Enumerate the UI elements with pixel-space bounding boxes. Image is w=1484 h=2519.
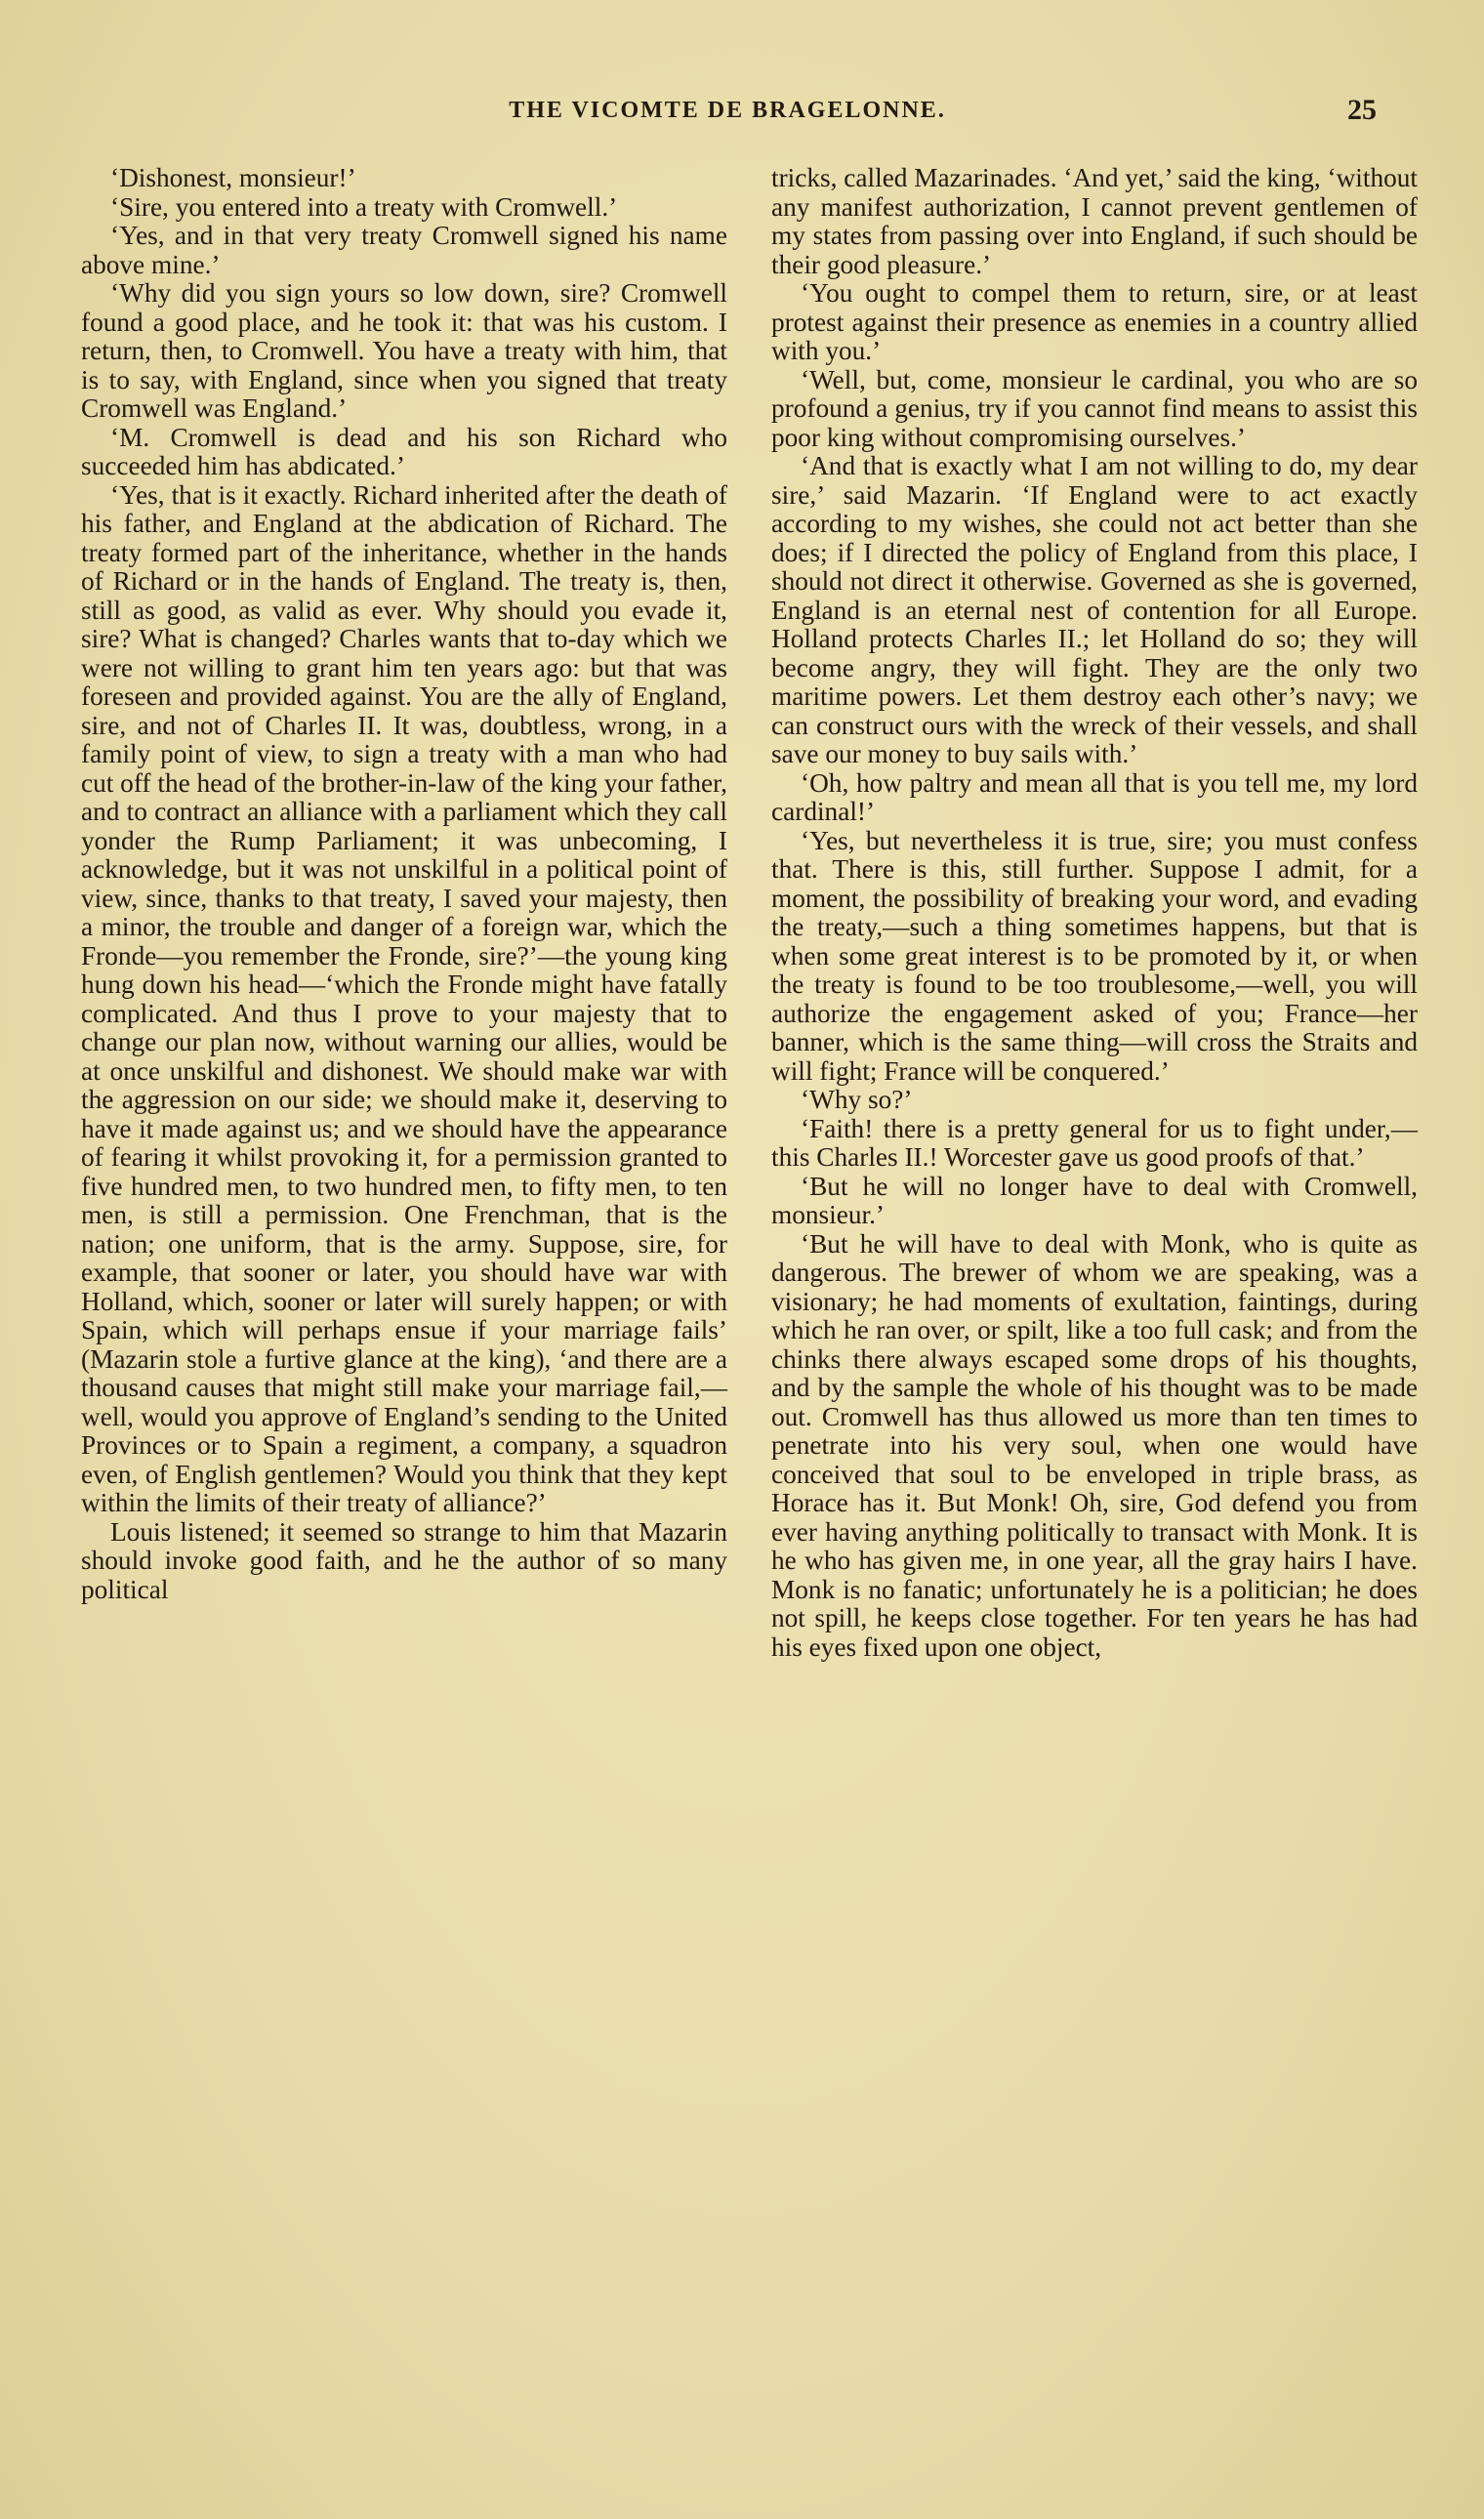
paragraph: ‘You ought to compel them to return, sire, or at least protest against their presence as enemies in a country allied with you.’ — [771, 278, 1418, 365]
page-number: 25 — [1347, 94, 1377, 126]
page-header — [78, 94, 1377, 137]
paragraph: ‘Yes, and in that very treaty Cromwell signed his name above mine.’ — [81, 221, 727, 279]
paragraph: ‘Why did you sign yours so low down, sire? Cromwell found a good place, and he took it: that was his custom. I return, then, to Cromwell. You have a treaty with him, that is to say, with England, since when you signed that treaty Cromwell was England.’ — [81, 278, 727, 423]
running-title: THE VICOMTE DE BRAGELONNE. — [509, 98, 946, 123]
paragraph: ‘Dishonest, monsieur!’ — [110, 163, 356, 192]
paragraph: ‘Why so?’ — [801, 1085, 913, 1114]
paragraph: ‘But he will have to deal with Monk, who is quite as dangerous. The brewer of whom we are speaking, was a visionary; he had moments of exultation, faintings, during which he ran over, or spilt, like a too full cask; and from the chinks there always escaped some drops of his thoughts, and by the sample the whole of his thought was to be made out. Cromwell has thus allowed us more than ten times to penetrate into his very soul, when one would have conceived that soul to be enveloped in triple brass, as Horace has it. But Monk! Oh, sire, God defend you from ever having anything politically to transact with Monk. It is he who has given me, in one year, all the gray hairs I have. Monk is no fanatic; unfortunately he is a politician; he does not spill, he keeps close together. For ten years he has had his eyes fixed upon one object, — [771, 1228, 1418, 1662]
text-column-right — [771, 164, 1418, 1662]
paragraph: ‘Yes, but nevertheless it is true, sire; you must confess that. There is this, still further. Suppose I admit, for a moment, the possibility of breaking your word, and evading the treaty,—such a thing sometimes happens, but that is when some great interest is to be promoted by it, or when the treaty is found to be too troublesome,—well, you will authorize the engagement asked of you; France—her banner, which is the same thing—will cross the Straits and will fight; France will be conquered.’ — [771, 825, 1418, 1086]
paragraph: ‘And that is exactly what I am not willing to do, my dear sire,’ said Mazarin. ‘If England were to act exactly according to my wishes, she could not act better than she does; if I directed the policy of England from this place, I should not direct it otherwise. Governed as she is governed, England is an eternal nest of contention for all Europe. Holland protects Charles II.; let Holland do so; they will become angry, they will fight. They are the only two maritime powers. Let them destroy each other’s navy; we can construct ours with the wreck of their vessels, and shall save our money to buy sails with.’ — [771, 451, 1418, 768]
paragraph: ‘Faith! there is a pretty general for us to fight under,—this Charles II.! Worcester gave us good proofs of that.’ — [771, 1113, 1418, 1172]
paragraph: ‘But he will no longer have to deal with Cromwell, monsieur.’ — [771, 1171, 1418, 1229]
paragraph: ‘Sire, you entered into a treaty with Cromwell.’ — [110, 191, 618, 222]
paragraph: ‘M. Cromwell is dead and his son Richard who succeeded him has abdicated.’ — [81, 422, 727, 480]
paragraph-continued: tricks, called Mazarinades. ‘And yet,’ said the king, ‘without any manifest authorization, I cannot prevent gentlemen of my states from passing over into England, if such should be their good pleasure.’ — [771, 163, 1419, 279]
paragraph: ‘Yes, that is it exactly. Richard inherited after the death of his father, and England at the abdication of Richard. The treaty formed part of the inheritance, whether in the hands of Richard or in the hands of England. The treaty is, then, still as good, as valid as ever. Why should you evade it, sire? What is changed? Charles wants that to-day which we were not willing to grant him ten years ago: but that was foreseen and provided against. You are the ally of England, sire, and not of Charles II. It was, doubtless, wrong, in a family point of view, to sign a treaty with a man who had cut off the head of the brother-in-law of the king your father, and to contract an alliance with a parliament which they call yonder the Rump Parliament; it was unbecoming, I acknowledge, but it was not unskilful in a political point of view, since, thanks to that treaty, I saved your majesty, then a minor, the trouble and danger of a foreign war, which the Fronde—you remember the Fronde, sire?’—the young king hung down his head—‘which the Fronde might have fatally complicated. And thus I prove to your majesty that to change our plan now, without warning our allies, would be at once unskilful and dishonest. We should make war with the aggression on our side; we should make it, deserving to have it made against us; and we should have the appearance of fearing it whilst provoking it, for a permission granted to five hundred men, to two hundred men, to fifty men, to ten men, is still a permission. One Frenchman, that is the nation; one uniform, that is the army. Suppose, sire, for example, that sooner or later, you should have war with Holland, which, sooner or later will surely happen; or with Spain, which will perhaps ensue if your marriage fails’ (Mazarin stole a furtive glance at the king), ‘and there are a thousand causes that might still make your marriage fail,—well, would you approve of England’s sending to the United Provinces or to Spain a regiment, a company, a squadron even, of English gentlemen? Would you think that they kept within the limits of their treaty of alliance?’ — [81, 479, 727, 1517]
paragraph: ‘Well, but, come, monsieur le cardinal, you who are so profound a genius, try if you cannot find means to assist this poor king without compromising ourselves.’ — [771, 364, 1418, 452]
text-column-left — [81, 164, 727, 1604]
paragraph: Louis listened; it seemed so strange to him that Mazarin should invoke good faith, and he the author of so many political — [81, 1516, 727, 1604]
paragraph: ‘Oh, how paltry and mean all that is you tell me, my lord cardinal!’ — [771, 767, 1418, 826]
